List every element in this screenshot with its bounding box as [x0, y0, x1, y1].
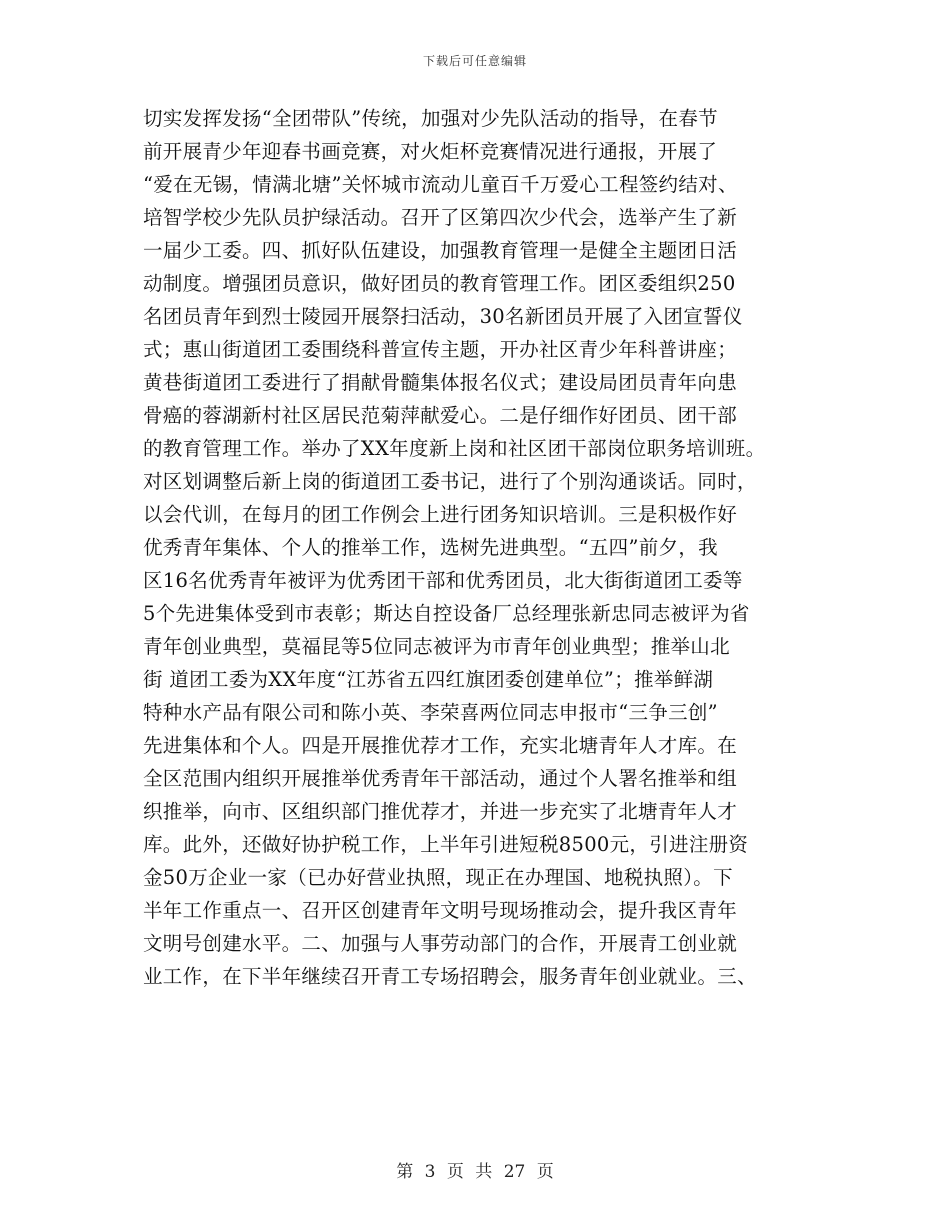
body-line: 文明号创建水平。二、加强与人事劳动部门的合作，开展青工创业就	[143, 932, 738, 955]
body-line: 青年创业典型，莫福昆等5位同志被评为市青年创业典型；推举山北	[143, 635, 730, 658]
body-line: 培智学校少先队员护绿活动。召开了区第四次少代会，选举产生了新	[143, 206, 738, 229]
body-line: 5个先进集体受到市表彰；斯达自控设备厂总经理张新忠同志被评为省	[143, 602, 750, 625]
body-line: 的教育管理工作。举办了XX年度新上岗和社区团干部岗位职务培训班。	[143, 437, 766, 460]
body-line: 名团员青年到烈士陵园开展祭扫活动，30名新团员开展了入团宣誓仪	[143, 305, 743, 328]
body-line: “爱在无锡，情满北塘”关怀城市流动儿童百千万爱心工程签约结对、	[143, 173, 738, 196]
body-line: 库。此外，还做好协护税工作，上半年引进短税8500元，引进注册资	[143, 833, 749, 856]
body-line: 黄巷街道团工委进行了捐献骨髓集体报名仪式；建设局团员青年向患	[143, 371, 738, 394]
body-line: 金50万企业一家（已办好营业执照，现正在办理国、地税执照）。下	[143, 866, 733, 889]
page-header: 下载后可任意编辑	[422, 54, 527, 68]
body-line: 织推举，向市、区组织部门推优荐才，并进一步充实了北塘青年人才	[143, 800, 738, 823]
page-number-footer: 第 3 页 共 27 页	[396, 1162, 554, 1182]
body-line: 全区范围内组织开展推举优秀青年干部活动，通过个人署名推举和组	[143, 767, 738, 790]
body-line: 式；惠山街道团工委围绕科普宣传主题，开办社区青少年科普讲座；	[143, 338, 738, 361]
body-line: 骨癌的蓉湖新村社区居民范菊萍献爱心。二是仔细作好团员、团干部	[143, 404, 738, 427]
body-line: 对区划调整后新上岗的街道团工委书记，进行了个别沟通谈话。同时，	[143, 470, 757, 493]
body-line: 区16名优秀青年被评为优秀团干部和优秀团员，北大街街道团工委等	[143, 569, 743, 592]
body-line: 街 道团工委为XX年度“江苏省五四红旗团委创建单位”；推举鲜湖	[143, 668, 714, 691]
body-line: 动制度。增强团员意识，做好团员的教育管理工作。团区委组织250	[143, 272, 736, 295]
body-line: 前开展青少年迎春书画竞赛，对火炬杯竞赛情况进行通报，开展了	[143, 140, 718, 163]
document-body	[143, 102, 823, 993]
body-line: 业工作，在下半年继续召开青工专场招聘会，服务青年创业就业。三、	[143, 965, 757, 988]
body-line: 一届少工委。四、抓好队伍建设，加强教育管理一是健全主题团日活	[143, 239, 738, 262]
body-line: 以会代训，在每月的团工作例会上进行团务知识培训。三是积极作好	[143, 503, 738, 526]
body-line: 切实发挥发扬“全团带队”传统，加强对少先队活动的指导，在春节	[143, 107, 718, 130]
body-line: 半年工作重点一、召开区创建青年文明号现场推动会，提升我区青年	[143, 899, 738, 922]
body-line: 先进集体和个人。四是开展推优荐才工作，充实北塘青年人才库。在	[143, 734, 738, 757]
body-line: 特种水产品有限公司和陈小英、李荣喜两位同志申报市“三争三创”	[143, 701, 718, 724]
body-line: 优秀青年集体、个人的推举工作，选树先进典型。“五四”前夕，我	[143, 536, 718, 559]
